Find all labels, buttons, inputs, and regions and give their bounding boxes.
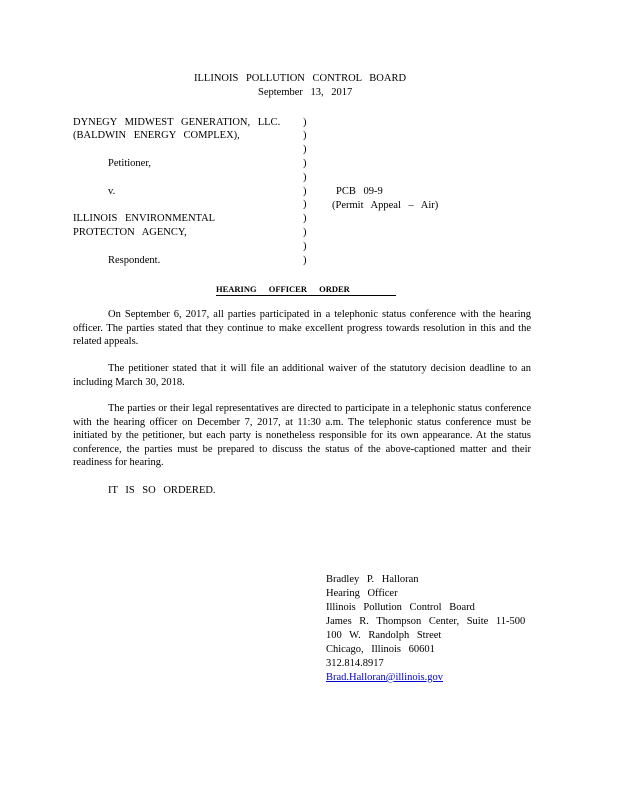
respondent-role: Respondent. — [108, 255, 161, 266]
signer-address-line1: James R. Thompson Center, Suite 11-500 — [326, 616, 526, 627]
paragraph-next-conference — [73, 402, 531, 470]
petitioner-role: Petitioner, — [108, 158, 152, 169]
paragraph-text: The parties or their legal representatives are directed to participate in a telephonic status conference with the hearing officer on December 7, 2017, at 11:30 a.m. The telephonic status conference must be initiated by the petitioner, but each party is nonetheless responsible for its own appearance. At the status conference, the parties must be prepared to discuss the status of the above-captioned matter and their readiness for hearing. — [73, 403, 531, 469]
paragraph-text: The petitioner stated that it will file an additional waiver of the statutory decision deadline to an including March 30, 2018. — [73, 363, 531, 388]
caption-paren: ) — [303, 117, 307, 128]
signer-email-link[interactable]: Brad.Halloran@illinois.gov — [326, 672, 443, 683]
respondent-name: ILLINOIS ENVIRONMENTAL — [73, 213, 216, 224]
signer-name: Bradley P. Halloran — [326, 574, 419, 585]
caption-paren: ) — [303, 172, 307, 183]
caption-paren: ) — [303, 227, 307, 238]
signer-address-line2: 100 W. Randolph Street — [326, 630, 442, 641]
case-type: (Permit Appeal – Air) — [332, 200, 439, 211]
document-date: September 13, 2017 — [258, 87, 353, 98]
order-title: HEARING OFFICER ORDER — [216, 284, 396, 296]
paragraph-so-ordered — [73, 484, 531, 498]
petitioner-name: DYNEGY MIDWEST GENERATION, LLC. — [73, 117, 281, 128]
signer-phone: 312.814.8917 — [326, 658, 384, 669]
case-number: PCB 09-9 — [336, 186, 383, 197]
caption-paren: ) — [303, 186, 307, 197]
paragraph-status-conference — [73, 308, 531, 349]
respondent-name-line2: PROTECTON AGENCY, — [73, 227, 187, 238]
caption-paren: ) — [303, 241, 307, 252]
signer-organization: Illinois Pollution Control Board — [326, 602, 475, 613]
paragraph-text: IT IS SO ORDERED. — [108, 485, 216, 496]
caption-paren: ) — [303, 255, 307, 266]
caption-paren: ) — [303, 144, 307, 155]
caption-paren: ) — [303, 158, 307, 169]
petitioner-facility: (BALDWIN ENERGY COMPLEX), — [73, 130, 240, 141]
paragraph-text: On September 6, 2017, all parties participated in a telephonic status conference with the hearing officer. The parties stated that they continue to make excellent progress towards resolution in this and the related appeals. — [73, 309, 531, 348]
caption-paren: ) — [303, 199, 307, 210]
caption-paren: ) — [303, 130, 307, 141]
paragraph-waiver — [73, 362, 531, 389]
signer-city: Chicago, Illinois 60601 — [326, 644, 435, 655]
versus-label: v. — [108, 186, 116, 197]
signer-title: Hearing Officer — [326, 588, 398, 599]
caption-paren: ) — [303, 213, 307, 224]
agency-header: ILLINOIS POLLUTION CONTROL BOARD — [194, 73, 407, 84]
